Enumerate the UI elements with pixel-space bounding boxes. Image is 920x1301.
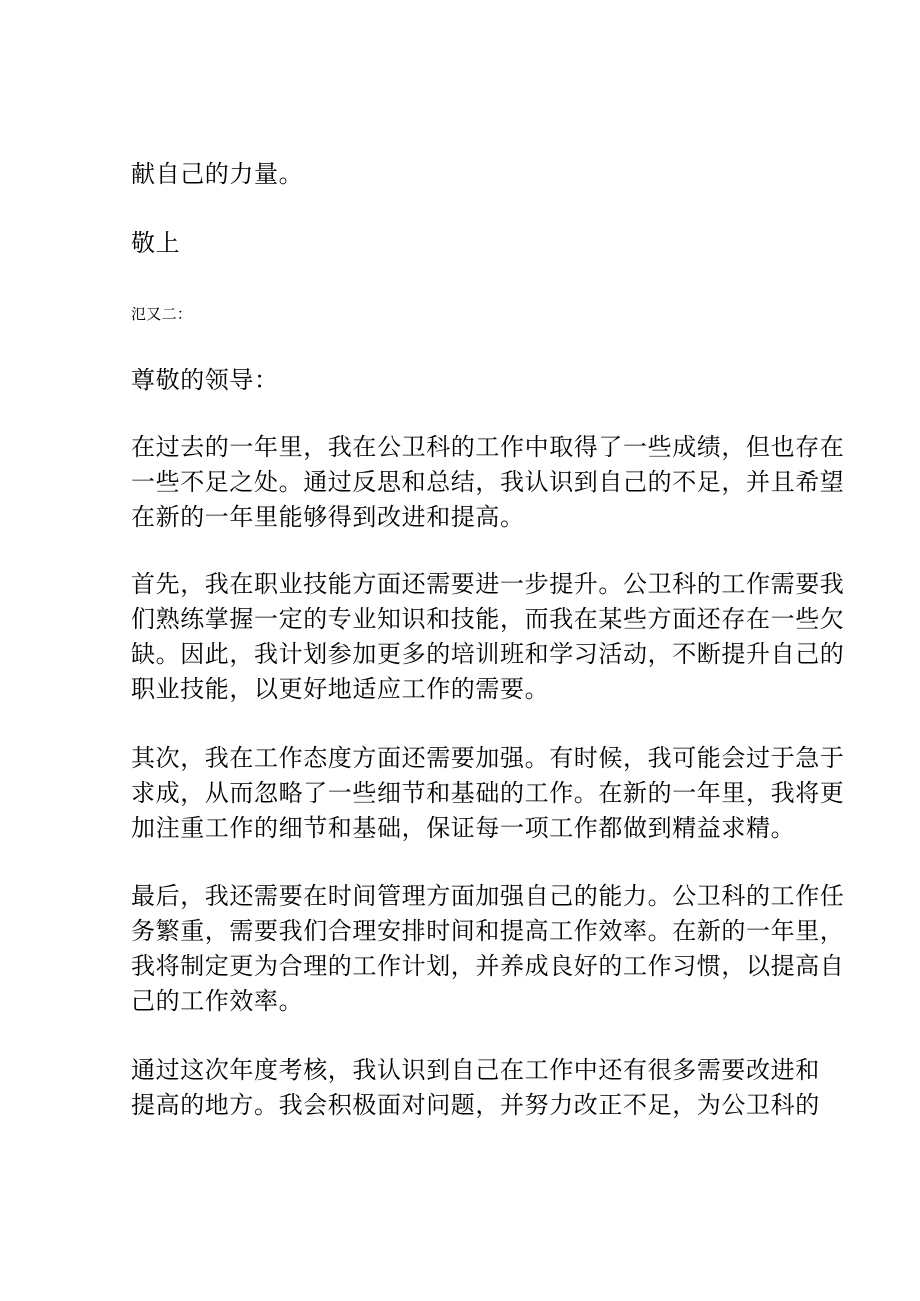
paragraph-3-line-2: 求成，从而忽略了一些细节和基础的工作。在新的一年里，我将更 (131, 779, 845, 807)
text-line-signoff: 敬上 (131, 229, 181, 257)
paragraph-2-line-4: 职业技能，以更好地适应工作的需要。 (131, 675, 550, 703)
paragraph-4-line-1: 最后，我还需要在时间管理方面加强自己的能力。公卫科的工作任 (131, 882, 845, 910)
paragraph-5-line-1: 通过这次年度考核，我认识到自己在工作中还有很多需要改进和 (131, 1056, 820, 1084)
text-line-closing-fragment: 献自己的力量。 (131, 160, 304, 188)
paragraph-5-line-2: 提高的地方。我会积极面对问题，并努力改正不足，为公卫科的 (131, 1091, 820, 1119)
section-heading: 氾又二： (131, 305, 193, 323)
paragraph-3-line-3: 加注重工作的细节和基础，保证每一项工作都做到精益求精。 (131, 814, 796, 842)
paragraph-3-line-1: 其次，我在工作态度方面还需要加强。有时候，我可能会过于急于 (131, 744, 845, 772)
paragraph-4-line-3: 我将制定更为合理的工作计划，并养成良好的工作习惯，以提高自 (131, 952, 845, 980)
paragraph-2-line-3: 缺。因此，我计划参加更多的培训班和学习活动，不断提升自己的 (131, 640, 845, 668)
paragraph-1-line-1: 在过去的一年里，我在公卫科的工作中取得了一些成绩，但也存在 (131, 433, 845, 461)
paragraph-2-line-1: 首先，我在职业技能方面还需要进一步提升。公卫科的工作需要我 (131, 570, 845, 598)
paragraph-1-line-2: 一些不足之处。通过反思和总结，我认识到自己的不足，并且希望 (131, 468, 845, 496)
paragraph-1-line-3: 在新的一年里能够得到改进和提高。 (131, 503, 525, 531)
paragraph-4-line-4: 己的工作效率。 (131, 987, 304, 1015)
salutation: 尊敬的领导： (131, 366, 279, 394)
paragraph-2-line-2: 们熟练掌握一定的专业知识和技能，而我在某些方面还存在一些欠 (131, 605, 845, 633)
paragraph-4-line-2: 务繁重，需要我们合理安排时间和提高工作效率。在新的一年里， (131, 917, 845, 945)
